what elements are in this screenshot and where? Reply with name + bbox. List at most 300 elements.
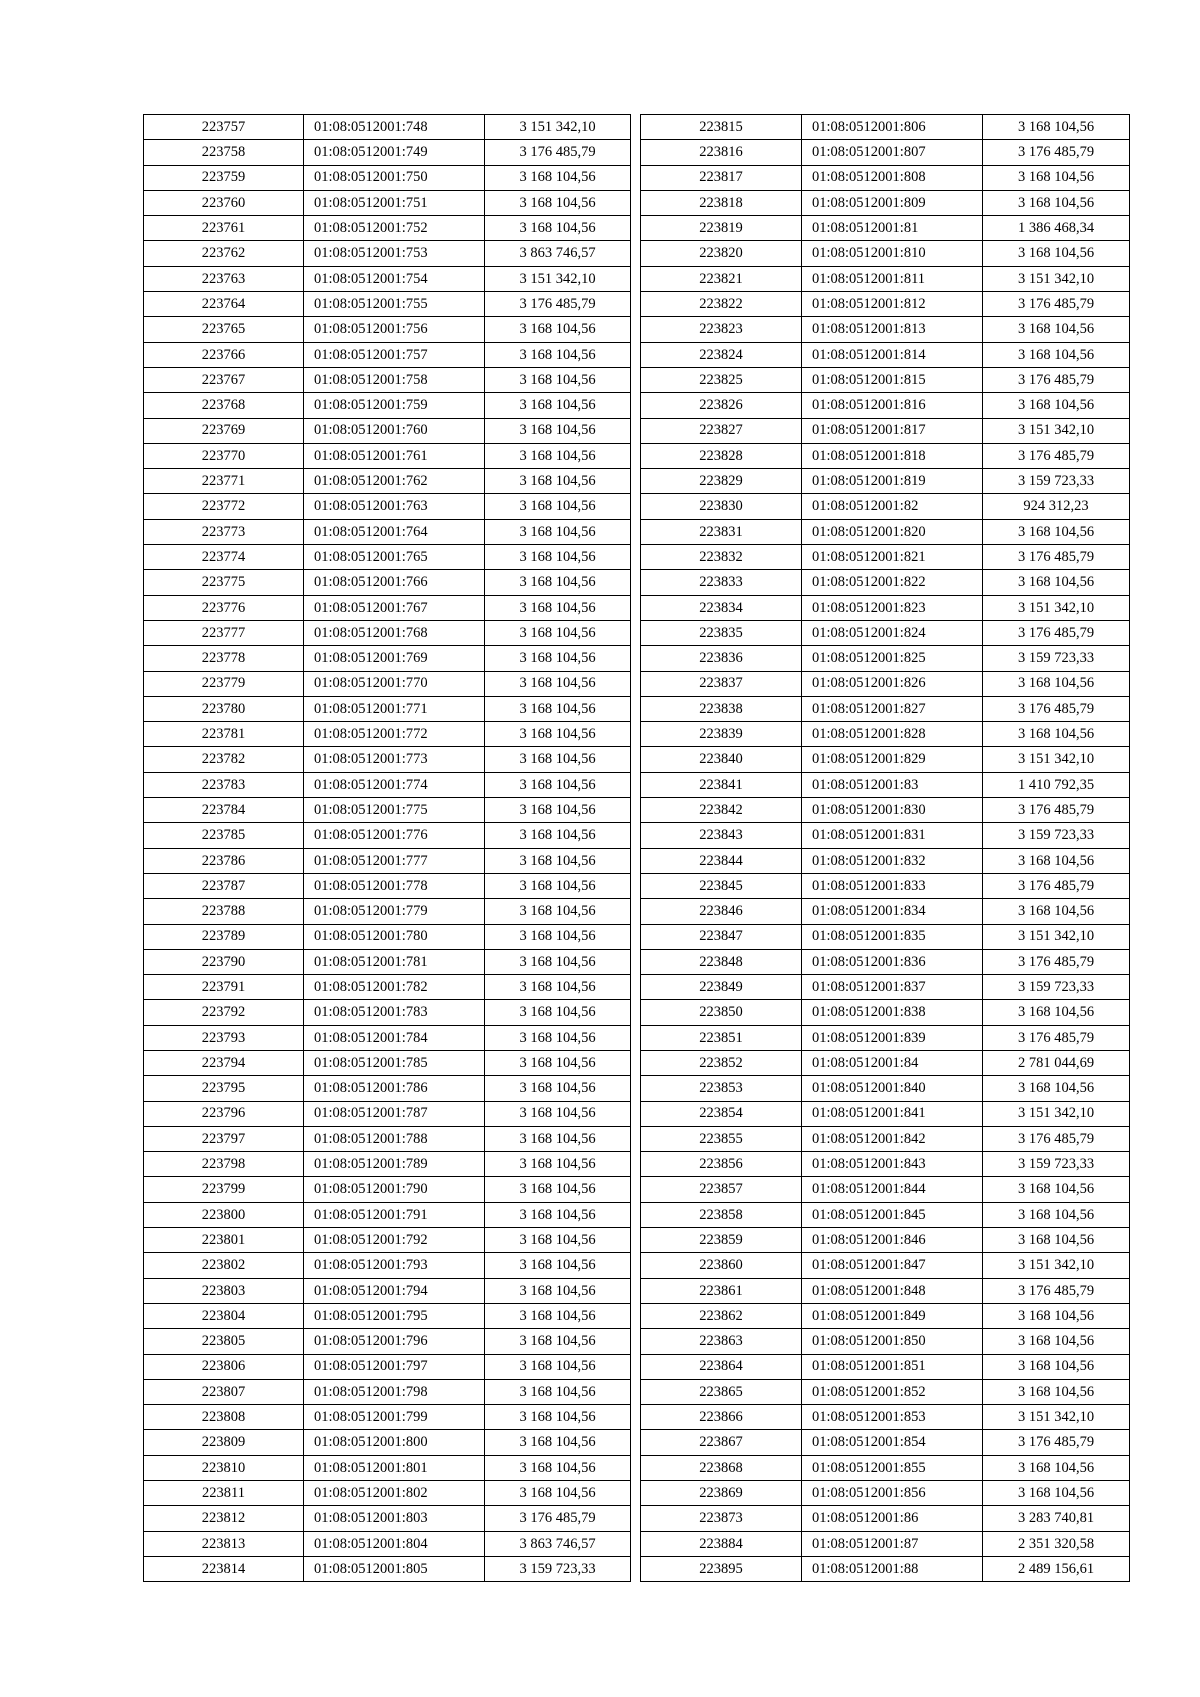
table-row <box>144 747 631 772</box>
table-row <box>144 393 631 418</box>
table-row <box>641 975 1130 1000</box>
id-cell: 223783 <box>144 772 304 797</box>
cadastral-number-cell: 01:08:0512001:756 <box>304 317 485 342</box>
id-cell: 223862 <box>641 1303 802 1328</box>
id-cell: 223884 <box>641 1531 802 1556</box>
id-cell: 223831 <box>641 519 802 544</box>
cadastral-number-cell: 01:08:0512001:853 <box>802 1405 983 1430</box>
id-cell: 223829 <box>641 469 802 494</box>
cadastral-number-cell: 01:08:0512001:799 <box>304 1405 485 1430</box>
cadastral-number-cell: 01:08:0512001:839 <box>802 1025 983 1050</box>
cadastral-number-cell: 01:08:0512001:82 <box>802 494 983 519</box>
table-row <box>641 1152 1130 1177</box>
id-cell: 223765 <box>144 317 304 342</box>
value-cell: 2 489 156,61 <box>983 1556 1130 1581</box>
cadastral-number-cell: 01:08:0512001:829 <box>802 747 983 772</box>
id-cell: 223791 <box>144 975 304 1000</box>
cadastral-number-cell: 01:08:0512001:838 <box>802 1000 983 1025</box>
table-row <box>144 722 631 747</box>
value-cell: 3 168 104,56 <box>485 595 631 620</box>
id-cell: 223811 <box>144 1481 304 1506</box>
value-cell: 3 168 104,56 <box>983 165 1130 190</box>
id-cell: 223841 <box>641 772 802 797</box>
table-row <box>144 519 631 544</box>
value-cell: 3 168 104,56 <box>983 317 1130 342</box>
cadastral-number-cell: 01:08:0512001:87 <box>802 1531 983 1556</box>
cadastral-number-cell: 01:08:0512001:809 <box>802 190 983 215</box>
table-row <box>641 873 1130 898</box>
value-cell: 3 176 485,79 <box>983 1430 1130 1455</box>
table-row <box>641 671 1130 696</box>
value-cell: 3 168 104,56 <box>485 949 631 974</box>
cadastral-number-cell: 01:08:0512001:781 <box>304 949 485 974</box>
table-row <box>144 342 631 367</box>
value-cell: 3 168 104,56 <box>485 494 631 519</box>
table-row <box>641 545 1130 570</box>
id-cell: 223797 <box>144 1126 304 1151</box>
value-cell: 3 168 104,56 <box>485 545 631 570</box>
cadastral-number-cell: 01:08:0512001:802 <box>304 1481 485 1506</box>
id-cell: 223784 <box>144 798 304 823</box>
id-cell: 223760 <box>144 190 304 215</box>
value-cell: 924 312,23 <box>983 494 1130 519</box>
value-cell: 3 168 104,56 <box>485 1101 631 1126</box>
value-cell: 3 168 104,56 <box>485 1379 631 1404</box>
cadastral-number-cell: 01:08:0512001:772 <box>304 722 485 747</box>
value-cell: 3 159 723,33 <box>983 1152 1130 1177</box>
id-cell: 223822 <box>641 292 802 317</box>
id-cell: 223854 <box>641 1101 802 1126</box>
value-cell: 3 176 485,79 <box>983 798 1130 823</box>
table-row <box>641 620 1130 645</box>
id-cell: 223866 <box>641 1405 802 1430</box>
table-row <box>641 1405 1130 1430</box>
value-cell: 3 168 104,56 <box>983 899 1130 924</box>
value-cell: 3 176 485,79 <box>485 140 631 165</box>
id-cell: 223763 <box>144 266 304 291</box>
cadastral-number-cell: 01:08:0512001:806 <box>802 115 983 140</box>
cadastral-number-cell: 01:08:0512001:792 <box>304 1228 485 1253</box>
table-row <box>144 545 631 570</box>
id-cell: 223857 <box>641 1177 802 1202</box>
right-data-table <box>640 114 1130 1582</box>
table-row <box>144 646 631 671</box>
id-cell: 223805 <box>144 1329 304 1354</box>
value-cell: 3 168 104,56 <box>983 1202 1130 1227</box>
cadastral-number-cell: 01:08:0512001:761 <box>304 443 485 468</box>
id-cell: 223793 <box>144 1025 304 1050</box>
value-cell: 3 168 104,56 <box>485 1405 631 1430</box>
table-row <box>641 519 1130 544</box>
id-cell: 223852 <box>641 1050 802 1075</box>
id-cell: 223850 <box>641 1000 802 1025</box>
cadastral-number-cell: 01:08:0512001:778 <box>304 873 485 898</box>
cadastral-number-cell: 01:08:0512001:795 <box>304 1303 485 1328</box>
id-cell: 223842 <box>641 798 802 823</box>
table-row <box>641 367 1130 392</box>
table-row <box>144 1506 631 1531</box>
table-row <box>144 418 631 443</box>
cadastral-number-cell: 01:08:0512001:794 <box>304 1278 485 1303</box>
table-row <box>144 1278 631 1303</box>
id-cell: 223780 <box>144 696 304 721</box>
table-row <box>144 949 631 974</box>
id-cell: 223826 <box>641 393 802 418</box>
table-row <box>144 570 631 595</box>
table-row <box>144 772 631 797</box>
table-row <box>641 1202 1130 1227</box>
id-cell: 223839 <box>641 722 802 747</box>
id-cell: 223779 <box>144 671 304 696</box>
table-row <box>144 115 631 140</box>
left-table-body <box>144 115 631 1582</box>
cadastral-number-cell: 01:08:0512001:775 <box>304 798 485 823</box>
table-row <box>144 1000 631 1025</box>
cadastral-number-cell: 01:08:0512001:759 <box>304 393 485 418</box>
value-cell: 3 176 485,79 <box>485 1506 631 1531</box>
value-cell: 3 168 104,56 <box>983 393 1130 418</box>
value-cell: 3 168 104,56 <box>485 1050 631 1075</box>
id-cell: 223833 <box>641 570 802 595</box>
id-cell: 223762 <box>144 241 304 266</box>
id-cell: 223858 <box>641 1202 802 1227</box>
cadastral-number-cell: 01:08:0512001:813 <box>802 317 983 342</box>
value-cell: 3 151 342,10 <box>983 1405 1130 1430</box>
table-row <box>144 367 631 392</box>
cadastral-number-cell: 01:08:0512001:748 <box>304 115 485 140</box>
cadastral-number-cell: 01:08:0512001:848 <box>802 1278 983 1303</box>
value-cell: 1 386 468,34 <box>983 216 1130 241</box>
table-row <box>641 1481 1130 1506</box>
value-cell: 3 168 104,56 <box>485 1278 631 1303</box>
value-cell: 3 176 485,79 <box>983 140 1130 165</box>
table-row <box>144 899 631 924</box>
value-cell: 3 168 104,56 <box>983 570 1130 595</box>
value-cell: 3 168 104,56 <box>983 1076 1130 1101</box>
cadastral-number-cell: 01:08:0512001:88 <box>802 1556 983 1581</box>
value-cell: 3 863 746,57 <box>485 241 631 266</box>
id-cell: 223856 <box>641 1152 802 1177</box>
cadastral-number-cell: 01:08:0512001:837 <box>802 975 983 1000</box>
cadastral-number-cell: 01:08:0512001:797 <box>304 1354 485 1379</box>
id-cell: 223853 <box>641 1076 802 1101</box>
cadastral-number-cell: 01:08:0512001:830 <box>802 798 983 823</box>
value-cell: 3 176 485,79 <box>983 292 1130 317</box>
id-cell: 223820 <box>641 241 802 266</box>
value-cell: 3 168 104,56 <box>983 1303 1130 1328</box>
id-cell: 223816 <box>641 140 802 165</box>
id-cell: 223819 <box>641 216 802 241</box>
cadastral-number-cell: 01:08:0512001:820 <box>802 519 983 544</box>
id-cell: 223800 <box>144 1202 304 1227</box>
value-cell: 3 863 746,57 <box>485 1531 631 1556</box>
value-cell: 3 168 104,56 <box>983 722 1130 747</box>
table-row <box>641 823 1130 848</box>
id-cell: 223824 <box>641 342 802 367</box>
id-cell: 223804 <box>144 1303 304 1328</box>
id-cell: 223814 <box>144 1556 304 1581</box>
value-cell: 3 168 104,56 <box>485 418 631 443</box>
value-cell: 3 159 723,33 <box>983 646 1130 671</box>
table-row <box>641 216 1130 241</box>
value-cell: 3 176 485,79 <box>983 873 1130 898</box>
cadastral-number-cell: 01:08:0512001:845 <box>802 1202 983 1227</box>
id-cell: 223764 <box>144 292 304 317</box>
cadastral-number-cell: 01:08:0512001:803 <box>304 1506 485 1531</box>
id-cell: 223861 <box>641 1278 802 1303</box>
cadastral-number-cell: 01:08:0512001:776 <box>304 823 485 848</box>
table-row <box>641 1025 1130 1050</box>
cadastral-number-cell: 01:08:0512001:793 <box>304 1253 485 1278</box>
cadastral-number-cell: 01:08:0512001:764 <box>304 519 485 544</box>
id-cell: 223827 <box>641 418 802 443</box>
table-row <box>641 1050 1130 1075</box>
table-row <box>641 292 1130 317</box>
value-cell: 3 168 104,56 <box>485 519 631 544</box>
value-cell: 2 781 044,69 <box>983 1050 1130 1075</box>
value-cell: 3 159 723,33 <box>983 823 1130 848</box>
id-cell: 223781 <box>144 722 304 747</box>
value-cell: 3 168 104,56 <box>485 443 631 468</box>
table-row <box>144 241 631 266</box>
value-cell: 3 168 104,56 <box>485 873 631 898</box>
cadastral-number-cell: 01:08:0512001:766 <box>304 570 485 595</box>
table-row <box>641 1228 1130 1253</box>
value-cell: 3 168 104,56 <box>983 1379 1130 1404</box>
table-row <box>144 1531 631 1556</box>
value-cell: 3 159 723,33 <box>983 975 1130 1000</box>
table-row <box>641 1076 1130 1101</box>
id-cell: 223766 <box>144 342 304 367</box>
id-cell: 223771 <box>144 469 304 494</box>
cadastral-number-cell: 01:08:0512001:752 <box>304 216 485 241</box>
cadastral-number-cell: 01:08:0512001:841 <box>802 1101 983 1126</box>
table-row <box>641 418 1130 443</box>
id-cell: 223821 <box>641 266 802 291</box>
table-row <box>641 1455 1130 1480</box>
value-cell: 3 168 104,56 <box>485 317 631 342</box>
id-cell: 223865 <box>641 1379 802 1404</box>
table-row <box>144 1202 631 1227</box>
id-cell: 223798 <box>144 1152 304 1177</box>
id-cell: 223769 <box>144 418 304 443</box>
id-cell: 223757 <box>144 115 304 140</box>
id-cell: 223758 <box>144 140 304 165</box>
cadastral-number-cell: 01:08:0512001:825 <box>802 646 983 671</box>
value-cell: 3 151 342,10 <box>983 266 1130 291</box>
id-cell: 223838 <box>641 696 802 721</box>
id-cell: 223799 <box>144 1177 304 1202</box>
value-cell: 3 151 342,10 <box>983 924 1130 949</box>
table-row <box>144 1101 631 1126</box>
cadastral-number-cell: 01:08:0512001:81 <box>802 216 983 241</box>
id-cell: 223828 <box>641 443 802 468</box>
value-cell: 3 168 104,56 <box>983 241 1130 266</box>
id-cell: 223836 <box>641 646 802 671</box>
value-cell: 3 176 485,79 <box>983 696 1130 721</box>
cadastral-number-cell: 01:08:0512001:812 <box>802 292 983 317</box>
cadastral-number-cell: 01:08:0512001:750 <box>304 165 485 190</box>
id-cell: 223895 <box>641 1556 802 1581</box>
table-row <box>144 216 631 241</box>
table-row <box>144 620 631 645</box>
cadastral-number-cell: 01:08:0512001:751 <box>304 190 485 215</box>
table-row <box>144 190 631 215</box>
value-cell: 3 176 485,79 <box>983 1278 1130 1303</box>
cadastral-number-cell: 01:08:0512001:757 <box>304 342 485 367</box>
table-row <box>641 140 1130 165</box>
cadastral-number-cell: 01:08:0512001:832 <box>802 848 983 873</box>
table-row <box>641 696 1130 721</box>
table-row <box>144 1379 631 1404</box>
id-cell: 223844 <box>641 848 802 873</box>
id-cell: 223792 <box>144 1000 304 1025</box>
value-cell: 3 168 104,56 <box>485 1329 631 1354</box>
cadastral-number-cell: 01:08:0512001:822 <box>802 570 983 595</box>
id-cell: 223795 <box>144 1076 304 1101</box>
table-row <box>144 494 631 519</box>
cadastral-number-cell: 01:08:0512001:823 <box>802 595 983 620</box>
table-row <box>641 722 1130 747</box>
id-cell: 223834 <box>641 595 802 620</box>
table-row <box>641 494 1130 519</box>
cadastral-number-cell: 01:08:0512001:755 <box>304 292 485 317</box>
value-cell: 3 168 104,56 <box>485 1076 631 1101</box>
id-cell: 223782 <box>144 747 304 772</box>
table-row <box>641 1303 1130 1328</box>
value-cell: 3 151 342,10 <box>485 115 631 140</box>
cadastral-number-cell: 01:08:0512001:780 <box>304 924 485 949</box>
cadastral-number-cell: 01:08:0512001:814 <box>802 342 983 367</box>
table-row <box>144 975 631 1000</box>
table-row <box>641 1253 1130 1278</box>
table-row <box>144 1556 631 1581</box>
table-row <box>641 1000 1130 1025</box>
id-cell: 223788 <box>144 899 304 924</box>
cadastral-number-cell: 01:08:0512001:84 <box>802 1050 983 1075</box>
id-cell: 223847 <box>641 924 802 949</box>
value-cell: 3 168 104,56 <box>485 696 631 721</box>
value-cell: 3 168 104,56 <box>485 620 631 645</box>
id-cell: 223809 <box>144 1430 304 1455</box>
value-cell: 3 168 104,56 <box>983 1455 1130 1480</box>
value-cell: 3 168 104,56 <box>485 216 631 241</box>
cadastral-number-cell: 01:08:0512001:798 <box>304 1379 485 1404</box>
cadastral-number-cell: 01:08:0512001:807 <box>802 140 983 165</box>
id-cell: 223817 <box>641 165 802 190</box>
table-row <box>144 266 631 291</box>
id-cell: 223767 <box>144 367 304 392</box>
table-row <box>641 443 1130 468</box>
value-cell: 3 168 104,56 <box>485 1202 631 1227</box>
table-row <box>641 317 1130 342</box>
id-cell: 223851 <box>641 1025 802 1050</box>
value-cell: 3 168 104,56 <box>485 1455 631 1480</box>
cadastral-number-cell: 01:08:0512001:855 <box>802 1455 983 1480</box>
table-row <box>641 646 1130 671</box>
value-cell: 3 151 342,10 <box>983 595 1130 620</box>
cadastral-number-cell: 01:08:0512001:826 <box>802 671 983 696</box>
table-row <box>144 292 631 317</box>
table-row <box>641 924 1130 949</box>
id-cell: 223789 <box>144 924 304 949</box>
cadastral-number-cell: 01:08:0512001:791 <box>304 1202 485 1227</box>
value-cell: 3 168 104,56 <box>485 1354 631 1379</box>
value-cell: 3 168 104,56 <box>983 1228 1130 1253</box>
table-row <box>144 140 631 165</box>
id-cell: 223835 <box>641 620 802 645</box>
cadastral-number-cell: 01:08:0512001:783 <box>304 1000 485 1025</box>
id-cell: 223860 <box>641 1253 802 1278</box>
value-cell: 3 168 104,56 <box>983 115 1130 140</box>
cadastral-number-cell: 01:08:0512001:754 <box>304 266 485 291</box>
id-cell: 223840 <box>641 747 802 772</box>
id-cell: 223818 <box>641 190 802 215</box>
table-row <box>641 1506 1130 1531</box>
cadastral-number-cell: 01:08:0512001:769 <box>304 646 485 671</box>
cadastral-number-cell: 01:08:0512001:804 <box>304 1531 485 1556</box>
id-cell: 223813 <box>144 1531 304 1556</box>
cadastral-number-cell: 01:08:0512001:805 <box>304 1556 485 1581</box>
value-cell: 3 151 342,10 <box>983 1101 1130 1126</box>
value-cell: 3 151 342,10 <box>485 266 631 291</box>
table-row <box>641 469 1130 494</box>
id-cell: 223864 <box>641 1354 802 1379</box>
value-cell: 3 176 485,79 <box>983 367 1130 392</box>
id-cell: 223803 <box>144 1278 304 1303</box>
id-cell: 223848 <box>641 949 802 974</box>
id-cell: 223855 <box>641 1126 802 1151</box>
cadastral-number-cell: 01:08:0512001:818 <box>802 443 983 468</box>
table-row <box>641 393 1130 418</box>
cadastral-number-cell: 01:08:0512001:777 <box>304 848 485 873</box>
value-cell: 3 168 104,56 <box>983 1177 1130 1202</box>
table-row <box>144 1050 631 1075</box>
cadastral-number-cell: 01:08:0512001:770 <box>304 671 485 696</box>
value-cell: 3 176 485,79 <box>983 1126 1130 1151</box>
value-cell: 3 168 104,56 <box>485 165 631 190</box>
table-row <box>144 595 631 620</box>
table-row <box>144 873 631 898</box>
table-row <box>641 747 1130 772</box>
id-cell: 223859 <box>641 1228 802 1253</box>
value-cell: 3 168 104,56 <box>485 1000 631 1025</box>
value-cell: 3 168 104,56 <box>485 1228 631 1253</box>
cadastral-number-cell: 01:08:0512001:785 <box>304 1050 485 1075</box>
table-row <box>144 1430 631 1455</box>
value-cell: 3 168 104,56 <box>485 342 631 367</box>
value-cell: 3 168 104,56 <box>485 848 631 873</box>
table-row <box>641 1101 1130 1126</box>
id-cell: 223832 <box>641 545 802 570</box>
cadastral-number-cell: 01:08:0512001:815 <box>802 367 983 392</box>
id-cell: 223873 <box>641 1506 802 1531</box>
value-cell: 3 159 723,33 <box>485 1556 631 1581</box>
table-row <box>144 1126 631 1151</box>
cadastral-number-cell: 01:08:0512001:773 <box>304 747 485 772</box>
cadastral-number-cell: 01:08:0512001:787 <box>304 1101 485 1126</box>
value-cell: 3 168 104,56 <box>485 1126 631 1151</box>
cadastral-number-cell: 01:08:0512001:801 <box>304 1455 485 1480</box>
cadastral-number-cell: 01:08:0512001:817 <box>802 418 983 443</box>
cadastral-number-cell: 01:08:0512001:796 <box>304 1329 485 1354</box>
value-cell: 3 168 104,56 <box>485 1303 631 1328</box>
id-cell: 223787 <box>144 873 304 898</box>
value-cell: 3 176 485,79 <box>983 1025 1130 1050</box>
table-row <box>144 823 631 848</box>
id-cell: 223773 <box>144 519 304 544</box>
value-cell: 3 283 740,81 <box>983 1506 1130 1531</box>
